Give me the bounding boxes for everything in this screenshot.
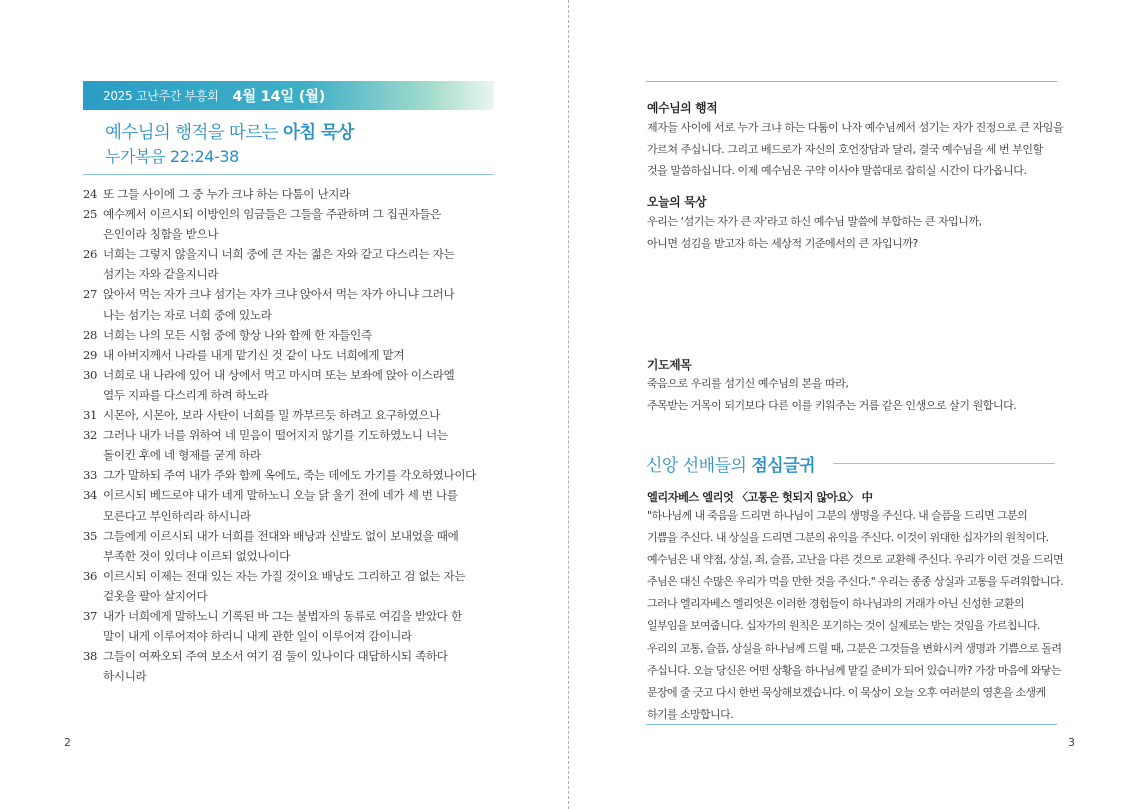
- verse-text: 너희로 내 나라에 있어 내 상에서 먹고 마시며 또는 보좌에 앉아 이스라엘: [103, 367, 455, 382]
- meditation-heading: 오늘의 묵상: [647, 195, 707, 209]
- verse-text: 너희는 그렇지 않을지니 너희 중에 큰 자는 젊은 자와 같고 다스리는 자는: [103, 247, 455, 262]
- verse-line: [83, 526, 503, 546]
- jesus-deeds-line: 것을 말씀하십니다. 이제 예수님은 구약 이사야 말씀대로 잡히실 시간이 다가옵니다.: [647, 164, 1027, 177]
- verse-number: 35: [83, 528, 98, 543]
- verse-line: [83, 385, 503, 405]
- verse-text: 겉옷을 팔아 살지어다: [103, 588, 208, 603]
- quote-text: [647, 505, 1063, 726]
- jesus-deeds-text: [647, 117, 1063, 182]
- verse-number: 28: [83, 327, 98, 342]
- verse-line: [83, 405, 503, 425]
- verse-line: [83, 566, 503, 586]
- quote-line: 일부임을 보여줍니다. 십자가의 원칙은 포기하는 것이 실제로는 받는 것임을 가르칩니다.: [647, 619, 1040, 633]
- prayer-line: 죽음으로 우리를 섬기신 예수님의 본을 따라,: [647, 377, 849, 390]
- verse-line: [83, 465, 503, 485]
- verse-number: [83, 264, 103, 284]
- verse-number: 31: [83, 408, 98, 423]
- verse-number: [83, 224, 103, 244]
- verse-line: [83, 365, 503, 385]
- verse-line: [83, 284, 503, 304]
- verse-text: 나는 섬기는 자로 너희 중에 있노라: [103, 307, 272, 322]
- verse-text: 그러나 내가 너를 위하여 네 믿음이 떨어지지 않기를 기도하였노니 너는: [103, 428, 448, 443]
- verse-text: 하시니라: [103, 669, 147, 684]
- verse-text: 말이 내게 이루어져야 하리니 내게 관한 일이 이루어져 감이니라: [103, 629, 412, 644]
- right-page: [569, 0, 1138, 809]
- verse-line: [83, 666, 503, 686]
- verse-number: 29: [83, 347, 98, 362]
- verse-line: [83, 606, 503, 626]
- prayer-text: [647, 373, 1016, 416]
- verse-number: [83, 445, 103, 465]
- verse-line: [83, 626, 503, 646]
- verse-number: 32: [83, 428, 98, 443]
- event-name: 2025 고난주간 부흥회: [103, 89, 219, 103]
- prayer-line: 주목받는 거목이 되기보다 다른 이를 키워주는 거름 같은 인생으로 살기 원합니다.: [647, 398, 1017, 412]
- quote-source: 엘리자베스 엘리엇 〈고통은 헛되지 않아요〉 中: [647, 491, 873, 504]
- prayer-heading: 기도제목: [647, 358, 692, 372]
- lunch-title-prefix: 신앙 선배들의: [646, 456, 752, 476]
- page-number-left: 2: [64, 736, 71, 749]
- verse-text: 이르시되 이제는 전대 있는 자는 가질 것이요 배낭도 그리하고 검 없는 자는: [103, 568, 466, 583]
- header-bar: [83, 81, 494, 110]
- meditation-text: [647, 211, 982, 254]
- verse-number: [83, 305, 103, 325]
- verse-number: [83, 546, 103, 566]
- jesus-deeds-heading: 예수님의 행적: [647, 101, 718, 115]
- top-divider: [646, 81, 1057, 82]
- verse-number: 36: [83, 568, 98, 583]
- verse-number: 26: [83, 247, 98, 262]
- lunch-title-divider: [833, 463, 1055, 464]
- verse-line: [83, 264, 503, 284]
- verse-list: [83, 184, 503, 686]
- verse-number: [83, 626, 103, 646]
- verse-text: 그가 말하되 주여 내가 주와 함께 옥에도, 죽는 데에도 가기를 각오하였나이다: [103, 468, 477, 483]
- verse-number: 38: [83, 649, 98, 664]
- verse-line: [83, 445, 503, 465]
- verse-text: 앉아서 먹는 자가 크냐 섬기는 자가 크냐 앉아서 먹는 자가 아니냐 그러나: [103, 287, 455, 302]
- verse-line: [83, 305, 503, 325]
- quote-line: 그러나 엘리자베스 엘리엇은 이러한 경험들이 하나님과의 거래가 아닌 신성한 교환의: [647, 597, 1024, 611]
- page-title: [105, 119, 354, 144]
- verse-text: 내 아버지께서 나라를 내게 맡기신 것 같이 나도 너희에게 맡겨: [103, 347, 405, 362]
- verse-line: [83, 586, 503, 606]
- bottom-divider: [646, 724, 1057, 725]
- verse-text: 이르시되 베드로야 내가 네게 말하노니 오늘 닭 울기 전에 네가 세 번 나를: [103, 488, 458, 503]
- lunch-section-title: [646, 451, 815, 476]
- verse-text: 섬기는 자와 같을지니라: [103, 267, 219, 282]
- page-number-right: 3: [1068, 736, 1075, 749]
- verse-number: 30: [83, 367, 98, 382]
- verse-line: [83, 485, 503, 505]
- verse-number: 24: [83, 187, 98, 201]
- verse-text: 은인이라 칭함을 받으나: [103, 227, 219, 242]
- verse-text: 부족한 것이 있더냐 이르되 없었나이다: [103, 548, 290, 563]
- verse-text: 내가 너희에게 말하노니 기록된 바 그는 불법자의 동류로 여김을 받았다 한: [103, 608, 462, 623]
- verse-text: 예수께서 이르시되 이방인의 임금들은 그들을 주관하며 그 집권자들은: [103, 207, 441, 222]
- quote-line: 하기를 소망합니다.: [647, 707, 734, 721]
- verse-text: 모른다고 부인하리라 하시니라: [103, 508, 251, 523]
- verse-text: 그들이 여짜오되 주여 보소서 여기 검 둘이 있나이다 대답하시되 족하다: [103, 649, 448, 664]
- verse-text: 그들에게 이르시되 내가 너희를 전대와 배낭과 신발도 없이 보내었을 때에: [103, 528, 459, 543]
- title-emphasis: 아침 묵상: [282, 123, 354, 143]
- verse-line: [83, 646, 503, 666]
- meditation-line: 아니면 섬김을 받고자 하는 세상적 기준에서의 큰 자입니까?: [647, 236, 918, 250]
- verse-line: [83, 506, 503, 526]
- verse-text: 시몬아, 시몬아, 보라 사탄이 너희를 밀 까부르듯 하려고 요구하였으나: [103, 408, 441, 423]
- verse-line: [83, 244, 503, 264]
- verse-number: [83, 385, 103, 405]
- meditation-line: 우리는 ‘섬기는 자가 큰 자’라고 하신 예수님 말씀에 부합하는 큰 자입니까,: [647, 215, 982, 228]
- verse-line: [83, 546, 503, 566]
- verse-number: [83, 666, 103, 686]
- quote-line: 우리의 고통, 슬픔, 상실을 하나님께 드릴 때, 그분은 그것들을 변화시켜 생명과 기쁨으로 돌려: [647, 641, 1062, 655]
- verse-number: 37: [83, 608, 98, 623]
- quote-line: 기쁨을 주신다. 내 상실을 드리면 그분의 유익을 주신다. 이것이 위대한 십자가의 원칙이다.: [647, 531, 1049, 545]
- event-date: 4월 14일 (월): [232, 89, 326, 105]
- verse-line: [83, 325, 503, 345]
- verse-text: 돌이킨 후에 네 형제를 굳게 하라: [103, 448, 261, 463]
- quote-line: 주십니다. 오늘 당신은 어떤 상황을 하나님께 맡길 준비가 되어 있습니까? 가장 마음에 와닿는: [647, 663, 1061, 677]
- verse-number: 33: [83, 468, 98, 483]
- verse-text: 너희는 나의 모든 시험 중에 항상 나와 함께 한 자들인즉: [103, 327, 372, 342]
- verse-line: [83, 224, 503, 244]
- verse-line: [83, 204, 503, 224]
- verse-text: 열두 지파를 다스리게 하려 하노라: [103, 387, 269, 402]
- verse-line: [83, 184, 503, 204]
- verse-number: [83, 586, 103, 606]
- title-prefix: 예수님의 행적을 따르는: [105, 123, 283, 143]
- verse-number: 34: [83, 488, 98, 503]
- quote-line: 문장에 줄 긋고 다시 한번 묵상해보겠습니다. 이 묵상이 오늘 오후 여러분의 영혼을 소생케: [647, 685, 1046, 699]
- jesus-deeds-line: 가르쳐 주십니다. 그리고 베드로가 자신의 호언장담과 달리, 결국 예수님을 세 번 부인할: [647, 142, 1043, 156]
- title-divider: [83, 174, 494, 175]
- quote-line: 예수님은 내 약점, 상실, 죄, 슬픔, 고난을 다른 것으로 교환해 주신다. 우리가 이런 것을 드리면: [647, 553, 1063, 567]
- scripture-reference: 누가복음 22:24-38: [105, 147, 239, 166]
- quote-line: "하나님께 내 죽음을 드리면 하나님이 그분의 생명을 주신다. 내 슬픔을 드리면 그분의: [647, 509, 1028, 522]
- verse-number: 27: [83, 287, 98, 302]
- verse-line: [83, 425, 503, 445]
- verse-line: [83, 345, 503, 365]
- verse-number: 25: [83, 207, 98, 222]
- verse-number: [83, 506, 103, 526]
- quote-line: 주님은 대신 수많은 우리가 먹을 만한 것을 주신다." 우리는 종종 상실과 고통을 두려워합니다.: [647, 575, 1063, 589]
- verse-text: 또 그들 사이에 그 중 누가 크냐 하는 다툼이 난지라: [103, 187, 351, 201]
- jesus-deeds-line: 제자들 사이에 서로 누가 크냐 하는 다툼이 나자 예수님께서 섬기는 자가 진정으로 큰 자임을: [647, 121, 1064, 134]
- lunch-title-emphasis: 점심글귀: [751, 456, 816, 476]
